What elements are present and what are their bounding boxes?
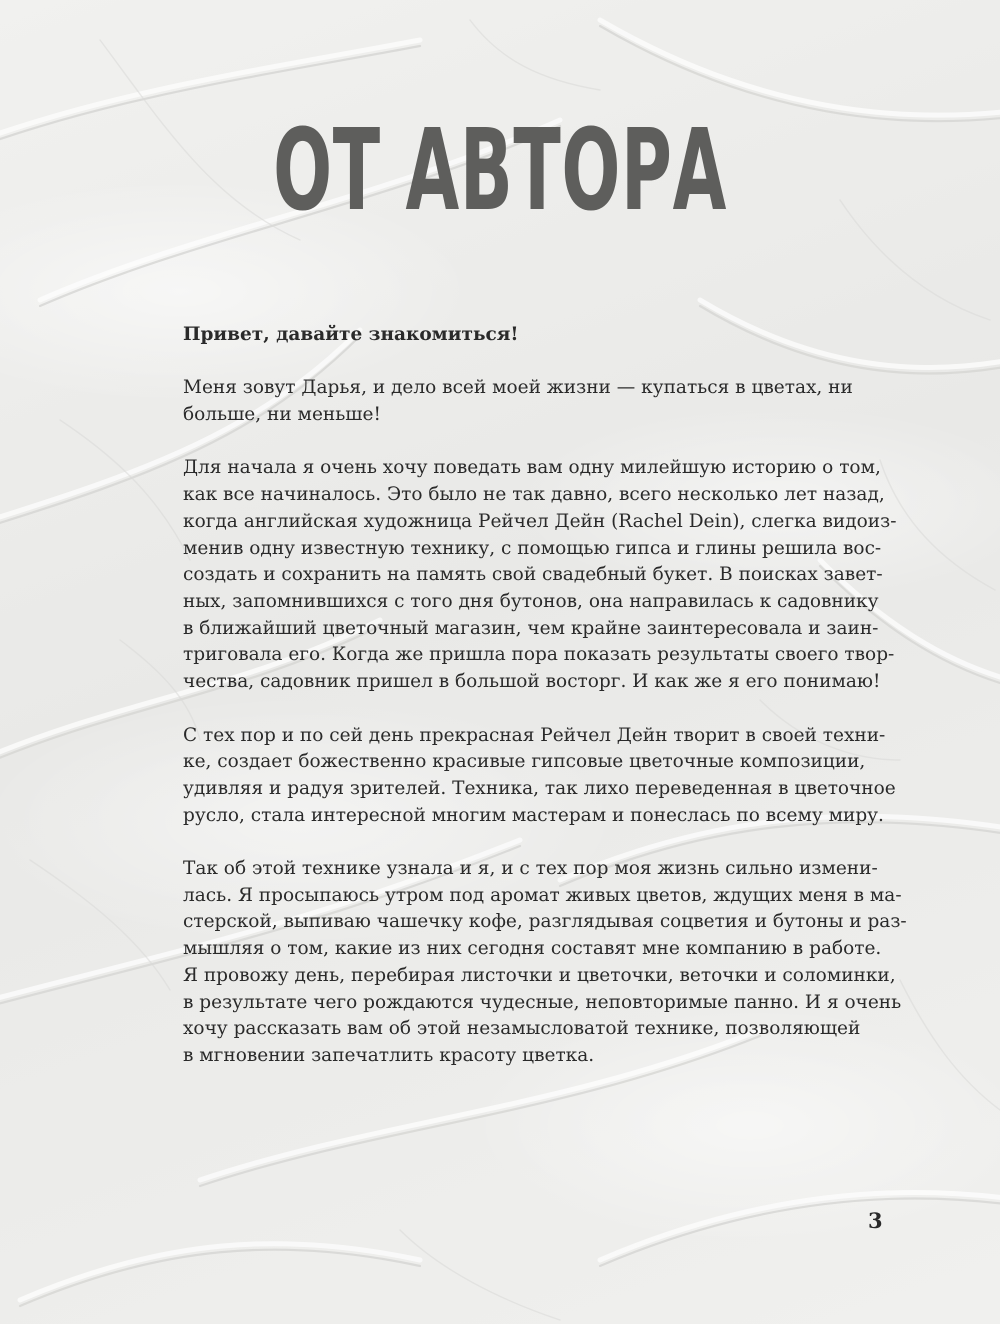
text-line: Для начала я очень хочу поведать вам одну милейшую историю о том,	[183, 457, 881, 479]
paragraph-intro	[183, 375, 853, 428]
text-line: русло, стала интересной многим мастерам и понеслась по всему миру.	[183, 804, 884, 826]
text-line: больше, ни меньше!	[183, 404, 381, 426]
page-number: 3	[868, 1208, 883, 1233]
paragraph-author-life	[183, 856, 907, 1070]
greeting-heading: Привет, давайте знакомиться!	[183, 324, 519, 345]
paragraph-story	[183, 455, 897, 695]
text-line: Я провожу день, перебирая листочки и цветочки, веточки и соломинки,	[183, 964, 896, 986]
author-foreword-text	[183, 322, 907, 1096]
text-line: С тех пор и по сей день прекрасная Рейчел Дейн творит в своей техни-	[183, 724, 886, 746]
text-line: в мгновении запечатлить красоту цветка.	[183, 1044, 595, 1066]
text-line: чества, садовник пришел в большой восторг. И как же я его понимаю!	[183, 671, 881, 693]
page-title: ОТ АВТОРА	[273, 106, 727, 236]
text-line: менив одну известную технику, с помощью гипса и глины решила вос-	[183, 537, 882, 559]
text-line: хочу рассказать вам об этой незамысловатой технике, позволяющей	[183, 1018, 861, 1040]
text-line: лась. Я просыпаюсь утром под аромат живых цветов, ждущих меня в ма-	[183, 884, 902, 906]
text-line: мышляя о том, какие из них сегодня составят мне компанию в работе.	[183, 938, 882, 960]
text-line: как все начиналось. Это было не так давно, всего несколько лет назад,	[183, 484, 885, 506]
text-line: ке, создает божественно красивые гипсовые цветочные композиции,	[183, 751, 866, 773]
text-line: стерской, выпиваю чашечку кофе, разглядывая соцветия и бутоны и раз-	[183, 911, 907, 933]
text-line: ных, запомнившихся с того дня бутонов, она направилась к садовнику	[183, 591, 879, 612]
paragraph-technique	[183, 723, 896, 830]
text-line: триговала его. Когда же пришла пора показать результаты своего твор-	[183, 644, 895, 666]
text-line: когда английская художница Рейчел Дейн (Rachel Dein), слегка видоиз-	[183, 510, 897, 532]
text-line: Меня зовут Дарья, и дело всей моей жизни — купаться в цветах, ни	[183, 377, 853, 399]
text-line: в результате чего рождаются чудесные, неповторимые панно. И я очень	[183, 991, 902, 1013]
text-line: создать и сохранить на память свой свадебный букет. В поисках завет-	[183, 564, 883, 586]
text-line: в ближайший цветочный магазин, чем крайне заинтересовала и заин-	[183, 617, 879, 639]
text-line: Так об этой технике узнала и я, и с тех пор моя жизнь сильно измени-	[183, 858, 878, 879]
text-line: удивляя и радуя зрителей. Техника, так лихо переведенная в цветочное	[183, 777, 896, 799]
